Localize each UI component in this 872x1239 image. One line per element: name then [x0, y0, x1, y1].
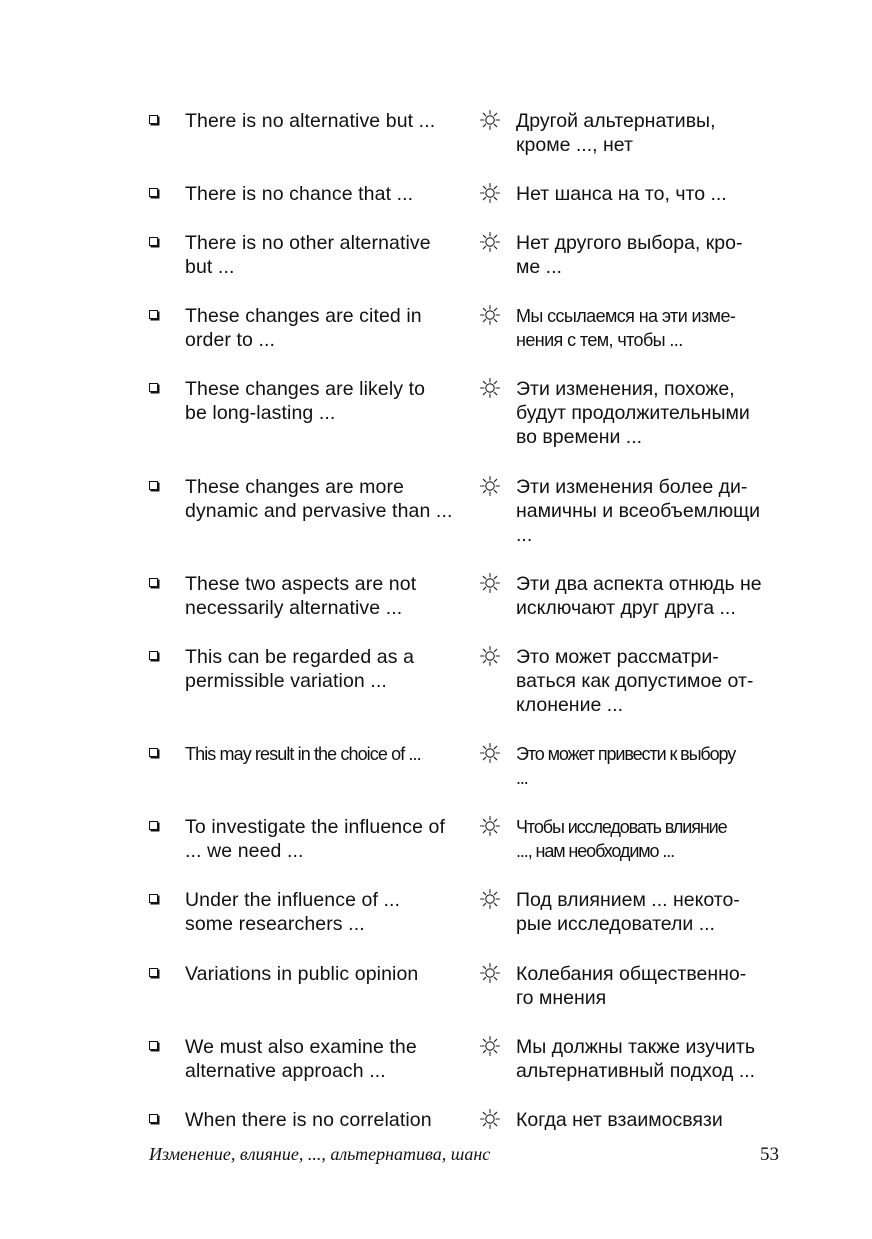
sun-icon	[479, 962, 501, 984]
checkbox-bullet-icon	[149, 821, 158, 830]
sun-icon	[479, 109, 501, 131]
sun-icon	[479, 1035, 501, 1057]
checkbox-bullet-icon	[149, 968, 158, 977]
english-phrase: These changes are more dynamic and pervasive than ...	[185, 476, 453, 522]
english-phrase: These changes are likely to be long-lasting ...	[185, 378, 426, 424]
english-phrase: This can be regarded as a permissible variation ...	[185, 646, 415, 692]
english-phrase: This may result in the choice of ...	[185, 744, 421, 764]
english-phrase: When there is no correlation	[185, 1109, 432, 1131]
english-phrase: To investigate the influence of ... we need ...	[185, 816, 446, 862]
sun-icon	[479, 377, 501, 399]
sun-icon	[479, 304, 501, 326]
page-number: 53	[760, 1144, 779, 1165]
english-phrase: There is no chance that ...	[185, 183, 414, 205]
russian-translation: Это может привести к выбору ...	[516, 744, 736, 788]
sun-icon	[479, 572, 501, 594]
checkbox-bullet-icon	[149, 310, 158, 319]
sun-icon	[479, 182, 501, 204]
checkbox-bullet-icon	[149, 383, 158, 392]
checkbox-bullet-icon	[149, 748, 158, 757]
english-phrase: These changes are cited in order to ...	[185, 305, 422, 351]
sun-icon	[479, 475, 501, 497]
checkbox-bullet-icon	[149, 188, 158, 197]
russian-translation: Эти изменения более ди- намичны и всеобъемлющи ...	[516, 476, 761, 546]
russian-translation: Другой альтернативы, кроме ..., нет	[516, 110, 716, 156]
russian-translation: Колебания общественно- го мнения	[516, 963, 747, 1009]
russian-translation: Это может рассматри- ваться как допустимое от- клонение ...	[516, 646, 754, 716]
russian-translation: Эти изменения, похоже, будут продолжительными во времени ...	[516, 378, 750, 448]
english-phrase: Variations in public opinion	[185, 963, 419, 985]
english-phrase: There is no other alternative but ...	[185, 232, 431, 278]
russian-translation: Нет другого выбора, кро- ме ...	[516, 232, 743, 278]
checkbox-bullet-icon	[149, 651, 158, 660]
russian-translation: Чтобы исследовать влияние ..., нам необходимо ...	[516, 817, 727, 861]
russian-translation: Эти два аспекта отнюдь не исключают друг друга ...	[516, 573, 762, 619]
russian-translation: Под влиянием ... некото- рые исследователи ...	[516, 889, 740, 935]
checkbox-bullet-icon	[149, 1041, 158, 1050]
checkbox-bullet-icon	[149, 1114, 158, 1123]
russian-translation: Когда нет взаимосвязи	[516, 1109, 723, 1131]
running-footer-title: Изменение, влияние, ..., альтернатива, шанс	[149, 1144, 491, 1164]
sun-icon	[479, 645, 501, 667]
sun-icon	[479, 231, 501, 253]
english-phrase: Under the influence of ... some researchers ...	[185, 889, 401, 935]
russian-translation: Мы должны также изучить альтернативный подход ...	[516, 1036, 756, 1082]
english-phrase: These two aspects are not necessarily alternative ...	[185, 573, 417, 619]
checkbox-bullet-icon	[149, 481, 158, 490]
checkbox-bullet-icon	[149, 115, 158, 124]
english-phrase: We must also examine the alternative approach ...	[185, 1036, 417, 1082]
sun-icon	[479, 1108, 501, 1130]
checkbox-bullet-icon	[149, 578, 158, 587]
checkbox-bullet-icon	[149, 237, 158, 246]
russian-translation: Мы ссылаемся на эти изме- нения с тем, чтобы ...	[516, 306, 736, 350]
sun-icon	[479, 888, 501, 910]
russian-translation: Нет шанса на то, что ...	[516, 183, 727, 205]
checkbox-bullet-icon	[149, 894, 158, 903]
sun-icon	[479, 815, 501, 837]
sun-icon	[479, 742, 501, 764]
english-phrase: There is no alternative but ...	[185, 110, 436, 132]
